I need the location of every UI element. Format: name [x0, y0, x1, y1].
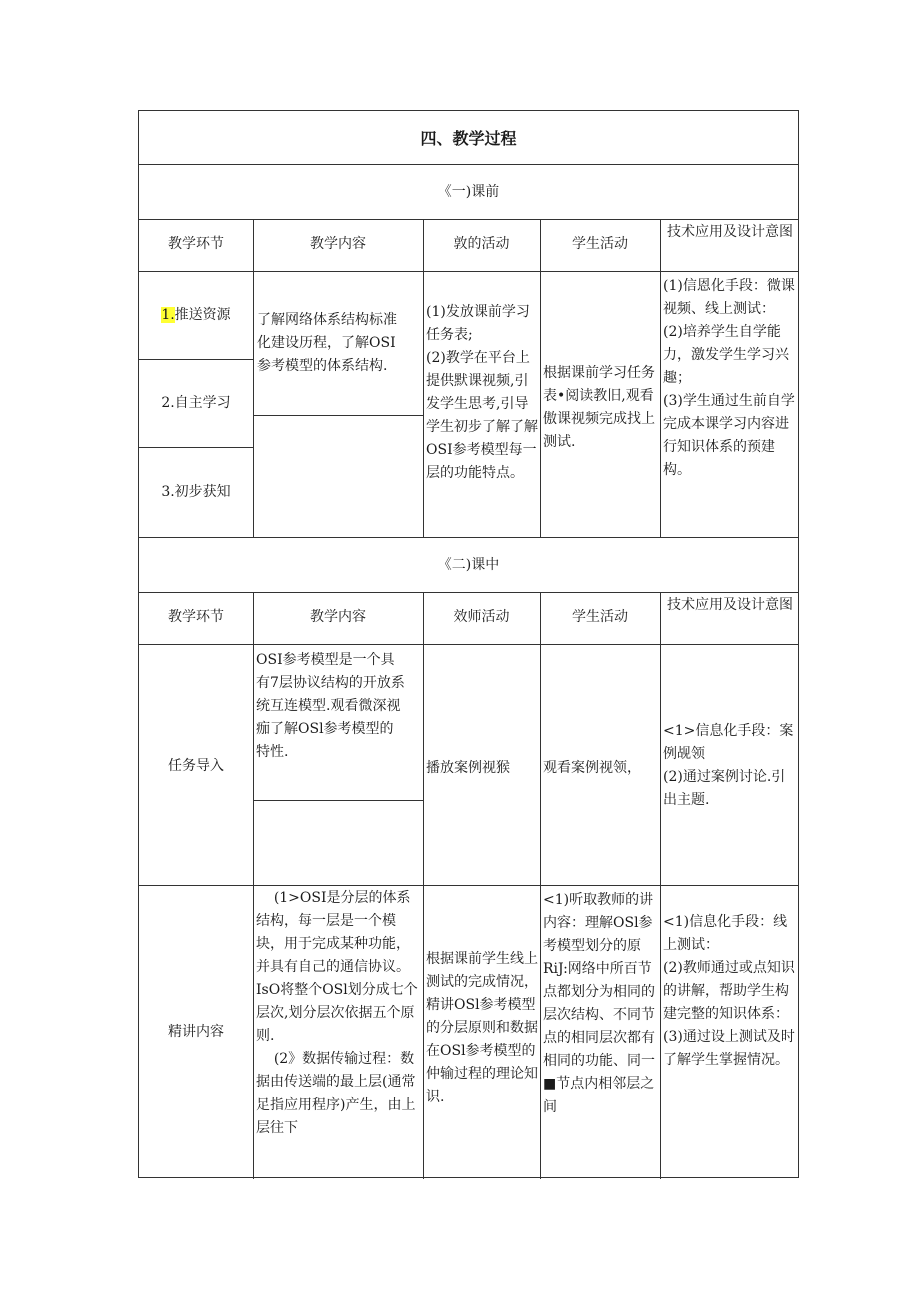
rule — [423, 592, 424, 1179]
lecture-student-activity: <1)听取教师的讲内容：理解OSl参考模型划分的原RiJ:网络中所百节点都划分为相同的层次结构、不同节点的相同层次都有相同的功能、同一■节点内相邻层之间 — [543, 892, 655, 1115]
header-content: 教学内容 — [310, 236, 366, 252]
lecture-tech-design: <1)信息化手段：线上测试： (2)教师通过或点知识的讲解，帮助学生构建完整的知识体系： (3)通过设上测试及时了解学生掌握情况。 — [663, 914, 795, 1068]
rule — [660, 219, 661, 537]
header-step: 教学环节 — [168, 236, 224, 252]
rule — [139, 447, 253, 448]
pre-class-teacher-activity: (1)发放课前学习任务表; (2)教学在平台上提供默课视频,引发学生思考,引导学生初步了解了解OSI参考模型每一层的功能特点。 — [426, 304, 538, 481]
step-number: 1. — [161, 307, 175, 323]
rule — [540, 592, 541, 1179]
pre-class-student-activity: 根据课前学习任务表•阅读教旧,观看傲课视频完成找上测试. — [543, 365, 655, 450]
step-initial-knowledge — [139, 481, 253, 504]
step-label: 初步获知 — [174, 484, 231, 500]
rule — [139, 219, 798, 220]
step-lecture-content: 精讲内容 — [168, 1024, 224, 1040]
lecture-content: (1>OSI是分层的体系结构，每一层是一个模块，用于完成某种功能，并具有自己的通信协议。IsO将整个OSl划分成七个层次,划分层次依据五个原则. (2》数据传输过程：数据由传送端的最上层(通常足指应用程序)产生，由上层往下 — [256, 890, 418, 1136]
section-title-pre-class: 《一)课前 — [437, 184, 500, 200]
task-intro-teacher-activity: 播放案例视猴 — [426, 760, 510, 776]
task-intro-tech-design: <1>信息化手段：案例觇领 (2)通过案例讨论.引出主题. — [663, 723, 794, 808]
page-title: 四、教学过程 — [420, 129, 517, 148]
header-teacher-activity: 效师活动 — [453, 609, 510, 625]
rule — [139, 592, 798, 593]
rule — [660, 592, 661, 1179]
header-tech-design: 技术应用及设计意图 — [667, 597, 793, 613]
step-label: 推送资源 — [174, 307, 231, 323]
header-student-activity: 学生活动 — [572, 236, 628, 252]
header-content: 教学内容 — [310, 609, 366, 625]
header-step: 教学环节 — [168, 609, 224, 625]
header-student-activity: 学生活动 — [572, 609, 628, 625]
rule — [139, 644, 798, 645]
teaching-process-table — [138, 110, 799, 1178]
step-number: 3. — [161, 484, 175, 500]
step-number: 2. — [161, 395, 175, 411]
step-push-resources — [139, 304, 253, 327]
rule — [139, 271, 798, 272]
task-intro-content: OSI参考模型是一个具有7层协议结构的开放系统互连模型.观看微深视痂了解OSl参考模型的特性. — [256, 652, 405, 760]
rule — [253, 592, 254, 1179]
rule — [139, 164, 798, 165]
rule — [253, 415, 423, 416]
rule — [253, 219, 254, 537]
rule — [139, 359, 253, 360]
rule — [253, 800, 423, 801]
header-tech-design: 技术应用及设计意图 — [667, 224, 793, 240]
step-task-introduction: 任务导入 — [168, 758, 224, 774]
pre-class-content: 了解网络体系结构标准化建设历程，了解OSI参考模型的体系结构. — [257, 312, 397, 374]
lecture-teacher-activity: 根据课前学生线上测试的完成情况，精讲OSl参考模型的分层原则和数据在OSl参考模型的仲输过程的理论知识. — [426, 951, 538, 1105]
pre-class-tech-design: (1)信恩化手段：微课视频、线上测试： (2)培养学生自学能力，激发学生学习兴趣； (3)学生通过生前自学完成本课学习内容进行知识体系的预建构。 — [663, 278, 795, 478]
rule — [423, 219, 424, 537]
rule — [139, 885, 798, 886]
header-teacher-activity: 敦的活动 — [453, 236, 510, 252]
task-intro-student-activity: 观看案例视领， — [543, 760, 641, 776]
step-label: 自主学习 — [174, 395, 231, 411]
rule — [139, 537, 798, 538]
section-title-in-class: 《二)课中 — [437, 557, 500, 573]
step-self-study — [139, 392, 253, 415]
rule — [540, 219, 541, 537]
